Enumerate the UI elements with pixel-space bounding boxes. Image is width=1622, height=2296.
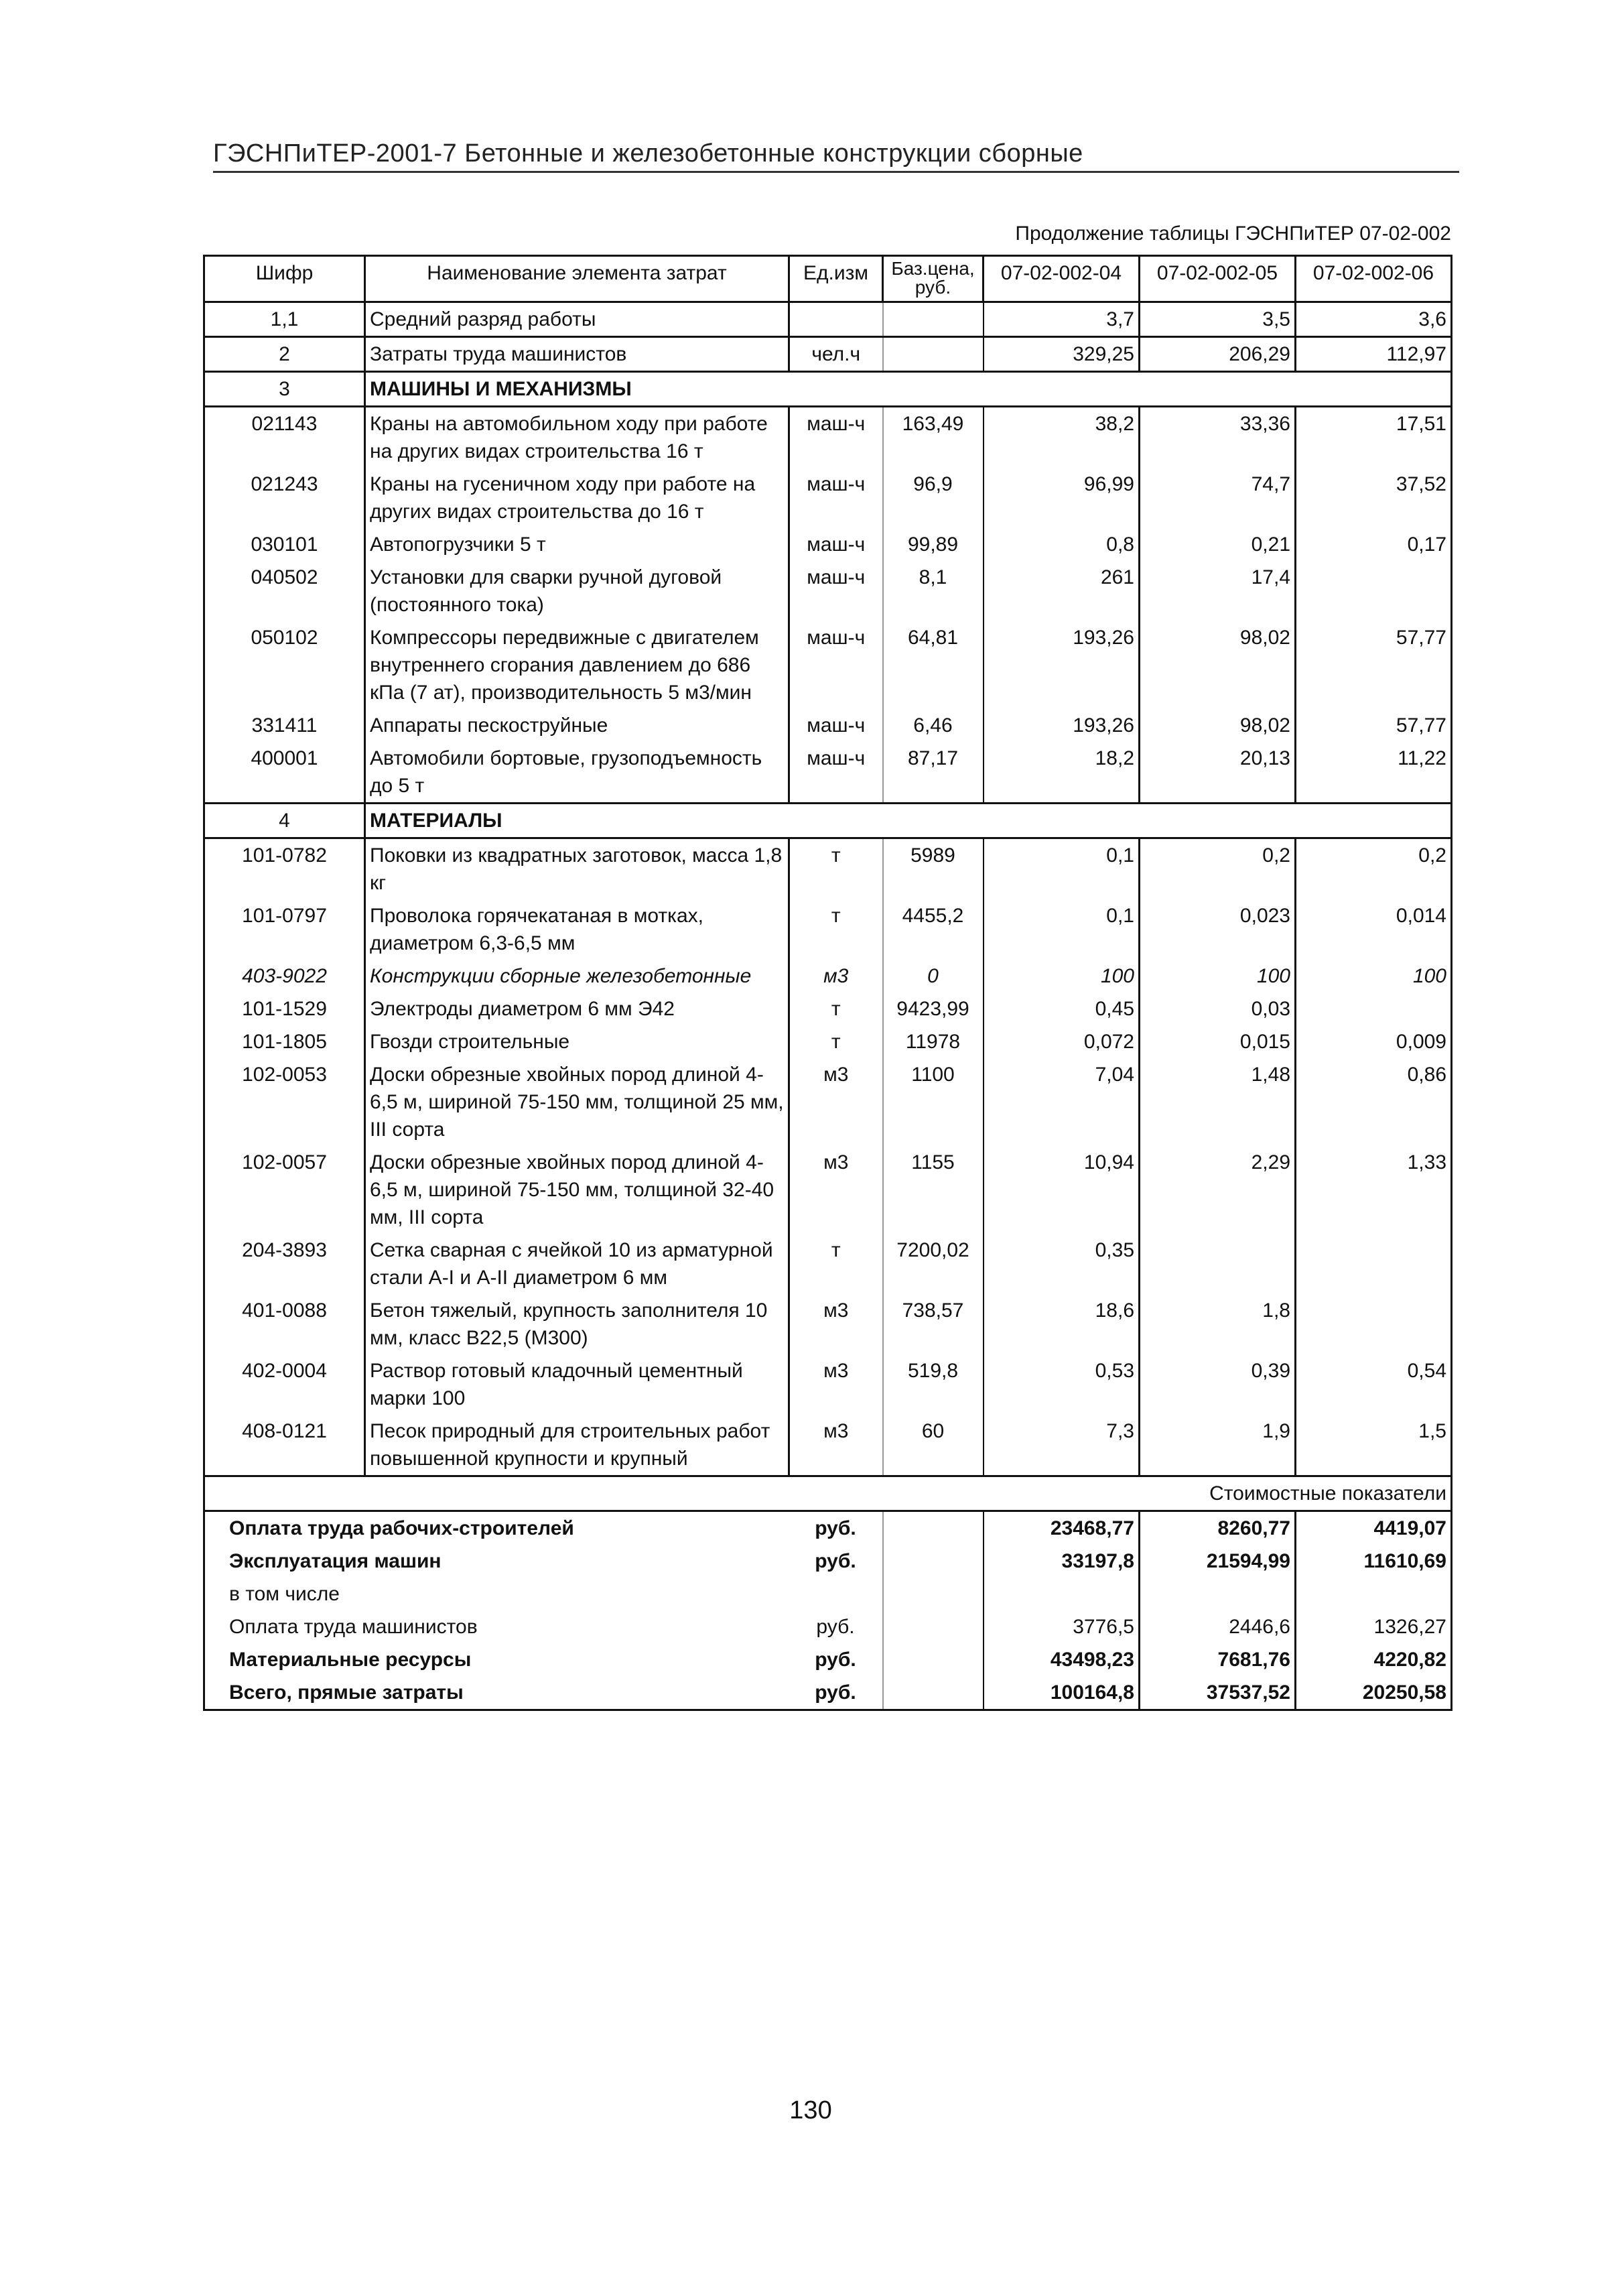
row-code: 401-0088 [204, 1294, 365, 1354]
row-unit: маш-ч [807, 473, 866, 495]
row-name: Краны на гусеничном ходу при работе на других видах строительства до 16 т [365, 468, 789, 528]
row-unit: м3 [823, 1064, 849, 1086]
row-value-v2: 0,39 [1140, 1354, 1296, 1415]
section-code: 3 [204, 372, 365, 407]
cost-value-v2: 2446,6 [1140, 1610, 1296, 1643]
row-value-v1: 10,94 [984, 1146, 1140, 1234]
row-unit: маш-ч [807, 627, 866, 649]
row-value-v1: 193,26 [984, 621, 1140, 709]
material-row [204, 1415, 1452, 1476]
row-name: Бетон тяжелый, крупность заполнителя 10 мм, класс В22,5 (М300) [365, 1294, 789, 1354]
row-price: 11978 [883, 1025, 984, 1058]
cost-value-v1: 43498,23 [984, 1643, 1140, 1676]
material-row [204, 1058, 1452, 1146]
col-header-unit: Ед.изм [789, 256, 883, 302]
row-value-v2: 74,7 [1140, 468, 1296, 528]
cost-row [204, 1545, 1452, 1578]
row-price: 738,57 [883, 1294, 984, 1354]
row-name: Раствор готовый кладочный цементный марки 100 [365, 1354, 789, 1415]
row-value-v2: 33,36 [1140, 407, 1296, 468]
row-unit: т [831, 844, 841, 867]
material-row [204, 1294, 1452, 1354]
row-code: 101-1805 [204, 1025, 365, 1058]
row-value-v2: 0,03 [1140, 993, 1296, 1025]
cost-value-v2: 21594,99 [1140, 1545, 1296, 1578]
row-value-v1: 38,2 [984, 407, 1140, 468]
row-value-v2: 0,023 [1140, 899, 1296, 960]
cost-value-v3: 20250,58 [1296, 1676, 1452, 1710]
row-value-v2: 1,8 [1140, 1294, 1296, 1354]
cost-caption: Стоимостные показатели [204, 1476, 1452, 1511]
row-value-v2: 0,21 [1140, 528, 1296, 561]
section-title: МАТЕРИАЛЫ [365, 804, 1452, 838]
col-header-v1: 07-02-002-04 [984, 256, 1140, 302]
row-value-v1: 329,25 [984, 337, 1140, 372]
cost-value-v3: 4220,82 [1296, 1643, 1452, 1676]
row-unit: м3 [823, 1360, 849, 1382]
row-value-v3 [1296, 1294, 1452, 1354]
cost-price [883, 1511, 984, 1545]
machine-row [204, 709, 1452, 742]
row-value-v3 [1296, 561, 1452, 621]
row-name: Доски обрезные хвойных пород длиной 4-6,5 м, шириной 75-150 мм, толщиной 32-40 мм, III сорта [365, 1146, 789, 1234]
page-header: ГЭСНПиТЕР-2001-7 Бетонные и железобетонные конструкции сборные [213, 139, 1459, 173]
col-header-v3: 07-02-002-06 [1296, 256, 1452, 302]
row-value-v3: 1,33 [1296, 1146, 1452, 1234]
row-name: Компрессоры передвижные с двигателем внутреннего сгорания давлением до 686 кПа (7 ат), производительность 5 м3/мин [365, 621, 789, 709]
cost-row [204, 1610, 1452, 1643]
row-unit: т [831, 1031, 841, 1053]
row-value-v3 [1296, 993, 1452, 1025]
row-code: 403-9022 [204, 960, 365, 993]
section-code: 4 [204, 804, 365, 838]
row-value-v3: 0,2 [1296, 838, 1452, 900]
row-price: 87,17 [883, 742, 984, 804]
row-price: 6,46 [883, 709, 984, 742]
table-continuation-note: Продолжение таблицы ГЭСНПиТЕР 07-02-002 [1015, 222, 1451, 245]
row-price: 96,9 [883, 468, 984, 528]
cost-value-v2: 37537,52 [1140, 1676, 1296, 1710]
row-name: Установки для сварки ручной дуговой (постоянного тока) [365, 561, 789, 621]
row-value-v1: 0,1 [984, 838, 1140, 900]
cost-value-v1 [984, 1578, 1140, 1610]
cost-row [204, 1578, 1452, 1610]
row-code: 102-0053 [204, 1058, 365, 1146]
row-value-v2: 0,015 [1140, 1025, 1296, 1058]
material-row [204, 1234, 1452, 1294]
col-header-v2: 07-02-002-05 [1140, 256, 1296, 302]
page-number: 130 [789, 2096, 832, 2124]
row-price: 64,81 [883, 621, 984, 709]
cost-value-v3: 1326,27 [1296, 1610, 1452, 1643]
cost-price [883, 1643, 984, 1676]
row-value-v1: 193,26 [984, 709, 1140, 742]
col-header-name: Наименование элемента затрат [365, 256, 789, 302]
row-value-v2: 3,5 [1140, 302, 1296, 337]
row-value-v1: 0,35 [984, 1234, 1140, 1294]
row-price: 8,1 [883, 561, 984, 621]
cost-value-v1: 33197,8 [984, 1545, 1140, 1578]
row-value-v2: 98,02 [1140, 621, 1296, 709]
row-code: 101-0782 [204, 838, 365, 900]
row-price: 519,8 [883, 1354, 984, 1415]
machine-row [204, 528, 1452, 561]
cost-unit: руб. [815, 1550, 856, 1572]
row-unit: м3 [823, 1420, 849, 1442]
material-row [204, 1146, 1452, 1234]
cost-label: Всего, прямые затраты [204, 1676, 789, 1710]
cost-value-v1: 100164,8 [984, 1676, 1140, 1710]
cost-price [883, 1610, 984, 1643]
cost-value-v2 [1140, 1578, 1296, 1610]
section-materials-row [204, 804, 1452, 838]
row-value-v3: 0,54 [1296, 1354, 1452, 1415]
row-value-v1: 7,3 [984, 1415, 1140, 1476]
row-value-v3: 3,6 [1296, 302, 1452, 337]
machine-row [204, 561, 1452, 621]
row-unit: маш-ч [807, 413, 866, 435]
row-value-v3 [1296, 1234, 1452, 1294]
row-price [883, 302, 984, 337]
row-name: Песок природный для строительных работ повышенной крупности и крупный [365, 1415, 789, 1476]
row-value-v2: 1,48 [1140, 1058, 1296, 1146]
cost-unit [789, 1578, 883, 1610]
summary-row [204, 302, 1452, 337]
machine-row [204, 621, 1452, 709]
row-code: 400001 [204, 742, 365, 804]
row-value-v3: 112,97 [1296, 337, 1452, 372]
row-unit: чел.ч [789, 337, 883, 372]
row-value-v2: 100 [1140, 960, 1296, 993]
cost-label: в том числе [204, 1578, 789, 1610]
row-price: 99,89 [883, 528, 984, 561]
row-value-v3: 1,5 [1296, 1415, 1452, 1476]
row-value-v1: 100 [984, 960, 1140, 993]
row-name: Автомобили бортовые, грузоподъемность до 5 т [365, 742, 789, 804]
row-code: 331411 [204, 709, 365, 742]
material-row [204, 838, 1452, 900]
row-value-v2: 20,13 [1140, 742, 1296, 804]
cost-table [203, 255, 1452, 1711]
row-value-v2: 17,4 [1140, 561, 1296, 621]
row-code: 050102 [204, 621, 365, 709]
section-machines-row [204, 372, 1452, 407]
row-value-v1: 18,6 [984, 1294, 1140, 1354]
row-price: 1155 [883, 1146, 984, 1234]
row-price: 5989 [883, 838, 984, 900]
row-code: 204-3893 [204, 1234, 365, 1294]
row-value-v2: 0,2 [1140, 838, 1296, 900]
cost-unit: руб. [815, 1517, 856, 1539]
cost-label: Материальные ресурсы [204, 1643, 789, 1676]
cost-price [883, 1676, 984, 1710]
row-value-v3: 0,009 [1296, 1025, 1452, 1058]
row-value-v1: 0,45 [984, 993, 1140, 1025]
row-value-v3: 57,77 [1296, 621, 1452, 709]
row-unit: маш-ч [807, 714, 866, 737]
col-header-code: Шифр [204, 256, 365, 302]
row-price: 163,49 [883, 407, 984, 468]
row-code: 1,1 [204, 302, 365, 337]
cost-unit: руб. [816, 1616, 855, 1638]
row-name: Проволока горячекатаная в мотках, диаметром 6,3-6,5 мм [365, 899, 789, 960]
material-row [204, 1025, 1452, 1058]
row-name: Краны на автомобильном ходу при работе на других видах строительства 16 т [365, 407, 789, 468]
cost-value-v3 [1296, 1578, 1452, 1610]
row-name: Электроды диаметром 6 мм Э42 [365, 993, 789, 1025]
machine-row [204, 407, 1452, 468]
row-code: 101-1529 [204, 993, 365, 1025]
cost-price [883, 1578, 984, 1610]
material-row [204, 993, 1452, 1025]
row-value-v2: 2,29 [1140, 1146, 1296, 1234]
row-value-v1: 0,1 [984, 899, 1140, 960]
row-name: Аппараты пескоструйные [365, 709, 789, 742]
row-code: 021143 [204, 407, 365, 468]
row-unit: м3 [823, 1151, 849, 1173]
row-unit: т [831, 1239, 841, 1261]
row-value-v3: 17,51 [1296, 407, 1452, 468]
row-name: Гвозди строительные [365, 1025, 789, 1058]
row-price: 0 [883, 960, 984, 993]
row-value-v3: 0,86 [1296, 1058, 1452, 1146]
cost-value-v3: 4419,07 [1296, 1511, 1452, 1545]
row-unit: м3 [823, 1299, 849, 1322]
row-unit: т [831, 905, 841, 927]
table-header-row [204, 256, 1452, 302]
row-value-v1: 261 [984, 561, 1140, 621]
row-code: 030101 [204, 528, 365, 561]
row-value-v1: 0,8 [984, 528, 1140, 561]
row-value-v1: 96,99 [984, 468, 1140, 528]
row-name: Доски обрезные хвойных пород длиной 4-6,5 м, шириной 75-150 мм, толщиной 25 мм, III сорта [365, 1058, 789, 1146]
row-code: 2 [204, 337, 365, 372]
row-unit: маш-ч [807, 533, 866, 556]
row-code: 101-0797 [204, 899, 365, 960]
row-name: Автопогрузчики 5 т [365, 528, 789, 561]
row-value-v3: 37,52 [1296, 468, 1452, 528]
row-code: 402-0004 [204, 1354, 365, 1415]
row-value-v1: 0,072 [984, 1025, 1140, 1058]
row-name: Сетка сварная с ячейкой 10 из арматурной стали А-I и А-II диаметром 6 мм [365, 1234, 789, 1294]
row-price: 9423,99 [883, 993, 984, 1025]
row-price: 4455,2 [883, 899, 984, 960]
material-row [204, 899, 1452, 960]
row-code: 021243 [204, 468, 365, 528]
row-value-v2 [1140, 1234, 1296, 1294]
row-price [883, 337, 984, 372]
machine-row [204, 468, 1452, 528]
row-unit: маш-ч [807, 566, 866, 588]
row-value-v3: 0,17 [1296, 528, 1452, 561]
material-row [204, 960, 1452, 993]
cost-value-v2: 7681,76 [1140, 1643, 1296, 1676]
material-row [204, 1354, 1452, 1415]
cost-label: Оплата труда рабочих-строителей [204, 1511, 789, 1545]
row-value-v1: 7,04 [984, 1058, 1140, 1146]
cost-value-v1: 23468,77 [984, 1511, 1140, 1545]
machine-row [204, 742, 1452, 804]
cost-price [883, 1545, 984, 1578]
row-price: 60 [883, 1415, 984, 1476]
cost-label: Оплата труда машинистов [204, 1610, 789, 1643]
row-name: Конструкции сборные железобетонные [365, 960, 789, 993]
cost-label: Эксплуатация машин [204, 1545, 789, 1578]
cost-unit: руб. [789, 1676, 883, 1710]
row-value-v3: 11,22 [1296, 742, 1452, 804]
row-unit: м3 [823, 965, 849, 987]
row-value-v1: 0,53 [984, 1354, 1140, 1415]
row-name: Поковки из квадратных заготовок, масса 1,8 кг [365, 838, 789, 900]
row-code: 408-0121 [204, 1415, 365, 1476]
row-code: 040502 [204, 561, 365, 621]
row-price: 1100 [883, 1058, 984, 1146]
row-price: 7200,02 [883, 1234, 984, 1294]
cost-caption-row [204, 1476, 1452, 1511]
cost-value-v2: 8260,77 [1140, 1511, 1296, 1545]
row-value-v2: 206,29 [1140, 337, 1296, 372]
row-value-v1: 18,2 [984, 742, 1140, 804]
section-title: МАШИНЫ И МЕХАНИЗМЫ [365, 372, 1452, 407]
cost-unit: руб. [815, 1649, 856, 1671]
row-unit [789, 302, 883, 337]
row-value-v2: 1,9 [1140, 1415, 1296, 1476]
row-value-v3: 0,014 [1296, 899, 1452, 960]
row-code: 102-0057 [204, 1146, 365, 1234]
row-unit: маш-ч [807, 747, 866, 769]
row-value-v3: 100 [1296, 960, 1452, 993]
row-name: Затраты труда машинистов [365, 337, 789, 372]
row-name: Средний разряд работы [365, 302, 789, 337]
cost-value-v1: 3776,5 [984, 1610, 1140, 1643]
cost-row [204, 1511, 1452, 1545]
cost-value-v3: 11610,69 [1296, 1545, 1452, 1578]
row-value-v1: 3,7 [984, 302, 1140, 337]
row-value-v2: 98,02 [1140, 709, 1296, 742]
row-unit: т [831, 998, 841, 1020]
summary-row [204, 337, 1452, 372]
col-header-price: Баз.цена, руб. [883, 256, 984, 302]
row-value-v3: 57,77 [1296, 709, 1452, 742]
cost-row [204, 1643, 1452, 1676]
cost-row [204, 1676, 1452, 1710]
